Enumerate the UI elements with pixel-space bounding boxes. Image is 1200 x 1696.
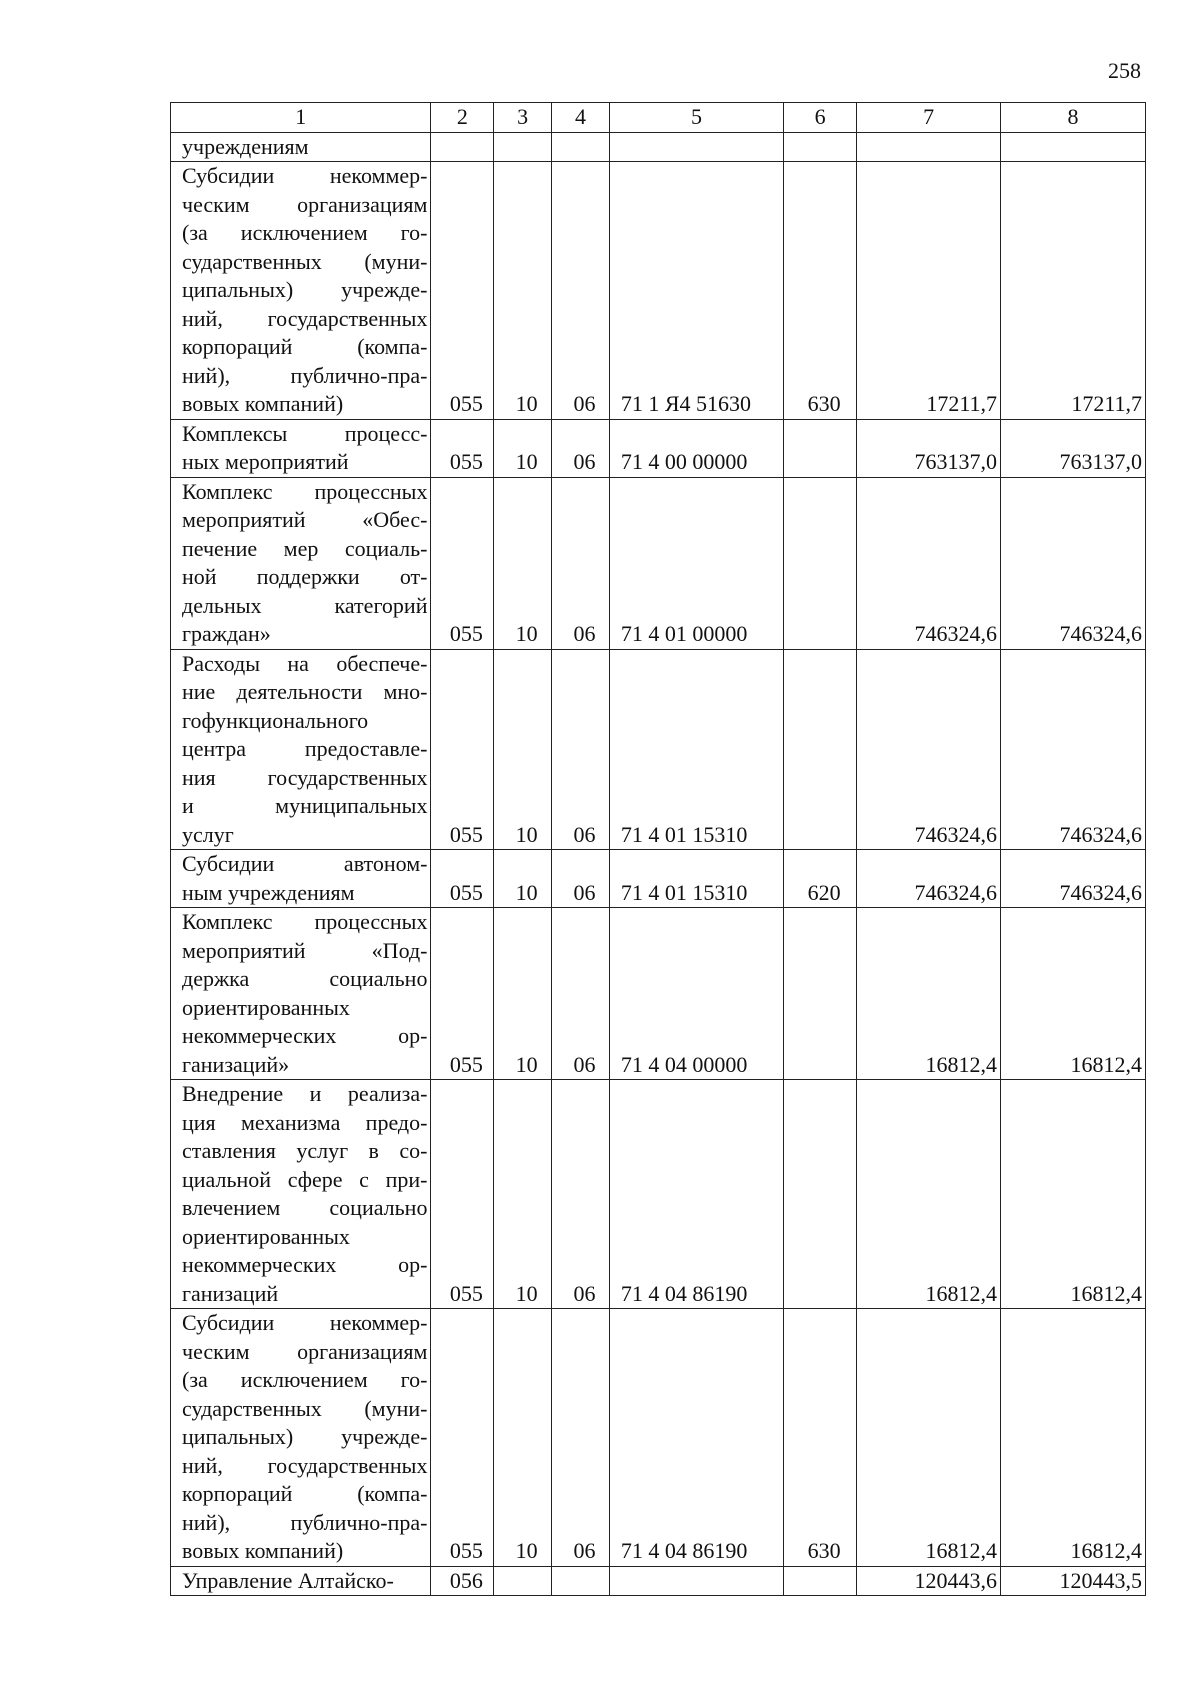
item-name-line: корпораций (компа- bbox=[182, 1481, 428, 1506]
item-name-line: корпораций (компа- bbox=[182, 334, 428, 359]
amount-cell-7: 746324,6 bbox=[857, 477, 1001, 649]
item-name-cell bbox=[171, 162, 431, 420]
header-cell-2: 2 bbox=[431, 103, 494, 133]
header-cell-6: 6 bbox=[784, 103, 857, 133]
section-cell: 10 bbox=[494, 477, 552, 649]
amount-cell-7: 16812,4 bbox=[857, 1080, 1001, 1309]
item-name-line: Комплексы процесс- bbox=[182, 420, 428, 446]
amount-cell-8: 120443,5 bbox=[1001, 1566, 1146, 1596]
item-name-line: ганизаций» bbox=[182, 1051, 290, 1077]
amount-cell-8 bbox=[1001, 132, 1146, 162]
item-name-line: ческим организациям bbox=[182, 1338, 428, 1364]
expense-type-cell bbox=[784, 419, 857, 477]
item-name-line: Субсидии некоммер- bbox=[182, 1310, 428, 1335]
table-row bbox=[171, 908, 1146, 1080]
item-name-line: ганизаций bbox=[182, 1280, 279, 1306]
item-name-line: гофункционального bbox=[182, 707, 369, 733]
target-article-cell: 71 4 01 00000 bbox=[609, 477, 783, 649]
item-name-line: держка социально bbox=[182, 966, 428, 991]
amount-cell-7: 16812,4 bbox=[857, 1309, 1001, 1567]
expense-type-cell bbox=[784, 1080, 857, 1309]
grbs-cell: 055 bbox=[431, 908, 494, 1080]
grbs-cell: 056 bbox=[431, 1566, 494, 1596]
subsection-cell: 06 bbox=[552, 908, 610, 1080]
item-name-line: сударственных (муни- bbox=[182, 248, 428, 274]
item-name-cell bbox=[171, 649, 431, 850]
item-name-line: (за исключением го- bbox=[182, 1367, 428, 1392]
expense-type-cell bbox=[784, 649, 857, 850]
item-name-line: Комплекс процессных bbox=[182, 909, 428, 934]
table-row bbox=[171, 477, 1146, 649]
section-cell: 10 bbox=[494, 162, 552, 420]
item-name-cell bbox=[171, 908, 431, 1080]
header-cell-7: 7 bbox=[857, 103, 1001, 133]
expense-type-cell: 620 bbox=[784, 850, 857, 908]
table-row bbox=[171, 649, 1146, 850]
subsection-cell: 06 bbox=[552, 1080, 610, 1309]
item-name-line: ние деятельности мно- bbox=[182, 679, 428, 704]
amount-cell-7: 746324,6 bbox=[857, 850, 1001, 908]
amount-cell-7: 120443,6 bbox=[857, 1566, 1001, 1596]
expense-type-cell bbox=[784, 477, 857, 649]
amount-cell-7 bbox=[857, 132, 1001, 162]
subsection-cell: 06 bbox=[552, 419, 610, 477]
amount-cell-8: 16812,4 bbox=[1001, 908, 1146, 1080]
table-row bbox=[171, 1080, 1146, 1309]
table-body bbox=[171, 132, 1146, 1596]
budget-table bbox=[170, 102, 1146, 1596]
item-name-line: ной поддержки от- bbox=[182, 564, 428, 589]
item-name-line: Расходы на обеспече- bbox=[182, 650, 428, 676]
subsection-cell: 06 bbox=[552, 649, 610, 850]
table-row bbox=[171, 850, 1146, 908]
item-name-line: вовых компаний) bbox=[182, 1538, 344, 1563]
target-article-cell: 71 4 04 86190 bbox=[609, 1080, 783, 1309]
amount-cell-8: 16812,4 bbox=[1001, 1309, 1146, 1567]
item-name-line: влечением социально bbox=[182, 1195, 428, 1220]
amount-cell-7: 763137,0 bbox=[857, 419, 1001, 477]
item-name-line: печение мер социаль- bbox=[182, 535, 428, 561]
item-name-line: ний), публично-пра- bbox=[182, 362, 428, 388]
item-name-cell bbox=[171, 132, 431, 162]
header-cell-5: 5 bbox=[609, 103, 783, 133]
amount-cell-7: 746324,6 bbox=[857, 649, 1001, 850]
item-name-line: дельных категорий bbox=[182, 592, 428, 618]
grbs-cell: 055 bbox=[431, 1080, 494, 1309]
item-name-line: Комплекс процессных bbox=[182, 478, 428, 504]
item-name-line: ципальных) учрежде- bbox=[182, 1424, 428, 1449]
target-article-cell: 71 4 04 86190 bbox=[609, 1309, 783, 1567]
table-row bbox=[171, 1309, 1146, 1567]
section-cell bbox=[494, 1566, 552, 1596]
grbs-cell: 055 bbox=[431, 419, 494, 477]
item-name-cell bbox=[171, 419, 431, 477]
item-name-line: ципальных) учрежде- bbox=[182, 277, 428, 302]
subsection-cell bbox=[552, 132, 610, 162]
header-row bbox=[171, 103, 1146, 133]
item-name-line: Субсидии автоном- bbox=[182, 851, 428, 876]
section-cell: 10 bbox=[494, 850, 552, 908]
target-article-cell: 71 4 01 15310 bbox=[609, 850, 783, 908]
grbs-cell: 055 bbox=[431, 1309, 494, 1567]
table-row bbox=[171, 162, 1146, 420]
header-cell-8: 8 bbox=[1001, 103, 1146, 133]
expense-type-cell: 630 bbox=[784, 162, 857, 420]
expense-type-cell bbox=[784, 908, 857, 1080]
header-cell-1: 1 bbox=[171, 103, 431, 133]
item-name-line: ставления услуг в со- bbox=[182, 1138, 428, 1163]
amount-cell-8: 17211,7 bbox=[1001, 162, 1146, 420]
amount-cell-8: 763137,0 bbox=[1001, 419, 1146, 477]
amount-cell-7: 16812,4 bbox=[857, 908, 1001, 1080]
grbs-cell bbox=[431, 132, 494, 162]
item-name-cell bbox=[171, 1566, 431, 1596]
grbs-cell: 055 bbox=[431, 477, 494, 649]
item-name-line: Управление Алтайско- bbox=[182, 1567, 394, 1593]
target-article-cell: 71 4 01 15310 bbox=[609, 649, 783, 850]
item-name-line: ция механизма предо- bbox=[182, 1109, 428, 1135]
item-name-line: учреждениям bbox=[182, 133, 309, 159]
target-article-cell: 71 1 Я4 51630 bbox=[609, 162, 783, 420]
table-row bbox=[171, 1566, 1146, 1596]
item-name-line: (за исключением го- bbox=[182, 220, 428, 245]
item-name-cell bbox=[171, 477, 431, 649]
target-article-cell: 71 4 04 00000 bbox=[609, 908, 783, 1080]
amount-cell-8: 746324,6 bbox=[1001, 850, 1146, 908]
item-name-line: ориентированных bbox=[182, 1223, 350, 1249]
section-cell: 10 bbox=[494, 419, 552, 477]
section-cell: 10 bbox=[494, 1309, 552, 1567]
amount-cell-8: 746324,6 bbox=[1001, 477, 1146, 649]
item-name-cell bbox=[171, 1309, 431, 1567]
section-cell: 10 bbox=[494, 649, 552, 850]
table-row bbox=[171, 132, 1146, 162]
grbs-cell: 055 bbox=[431, 850, 494, 908]
item-name-line: граждан» bbox=[182, 621, 271, 646]
section-cell bbox=[494, 132, 552, 162]
amount-cell-8: 16812,4 bbox=[1001, 1080, 1146, 1309]
item-name-line: Субсидии некоммер- bbox=[182, 163, 428, 188]
expense-type-cell: 630 bbox=[784, 1309, 857, 1567]
expense-type-cell bbox=[784, 132, 857, 162]
section-cell: 10 bbox=[494, 908, 552, 1080]
item-name-line: циальной сфере с при- bbox=[182, 1166, 428, 1192]
item-name-line: мероприятий «Под- bbox=[182, 937, 428, 963]
section-cell: 10 bbox=[494, 1080, 552, 1309]
target-article-cell bbox=[609, 1566, 783, 1596]
subsection-cell bbox=[552, 1566, 610, 1596]
item-name-line: ных мероприятий bbox=[182, 449, 349, 474]
item-name-line: ний, государственных bbox=[182, 1452, 428, 1478]
grbs-cell: 055 bbox=[431, 649, 494, 850]
page-number: 258 bbox=[1108, 58, 1141, 83]
item-name-line: и муниципальных bbox=[182, 793, 428, 818]
item-name-line: услуг bbox=[182, 821, 234, 847]
item-name-line: вовых компаний) bbox=[182, 391, 344, 416]
item-name-line: ориентированных bbox=[182, 994, 350, 1020]
item-name-line: мероприятий «Обес- bbox=[182, 507, 428, 532]
item-name-line: Внедрение и реализа- bbox=[182, 1081, 428, 1106]
table-row bbox=[171, 419, 1146, 477]
amount-cell-7: 17211,7 bbox=[857, 162, 1001, 420]
subsection-cell: 06 bbox=[552, 1309, 610, 1567]
target-article-cell bbox=[609, 132, 783, 162]
item-name-line: некоммерческих ор- bbox=[182, 1252, 428, 1277]
item-name-line: некоммерческих ор- bbox=[182, 1023, 428, 1048]
subsection-cell: 06 bbox=[552, 477, 610, 649]
header-cell-4: 4 bbox=[552, 103, 610, 133]
item-name-line: ческим организациям bbox=[182, 191, 428, 217]
item-name-line: ным учреждениям bbox=[182, 879, 355, 905]
item-name-line: сударственных (муни- bbox=[182, 1395, 428, 1421]
expense-type-cell bbox=[784, 1566, 857, 1596]
item-name-line: ний), публично-пра- bbox=[182, 1509, 428, 1535]
header-cell-3: 3 bbox=[494, 103, 552, 133]
subsection-cell: 06 bbox=[552, 850, 610, 908]
item-name-cell bbox=[171, 1080, 431, 1309]
item-name-line: центра предоставле- bbox=[182, 736, 428, 761]
grbs-cell: 055 bbox=[431, 162, 494, 420]
subsection-cell: 06 bbox=[552, 162, 610, 420]
target-article-cell: 71 4 00 00000 bbox=[609, 419, 783, 477]
item-name-cell bbox=[171, 850, 431, 908]
item-name-line: ний, государственных bbox=[182, 305, 428, 331]
amount-cell-8: 746324,6 bbox=[1001, 649, 1146, 850]
item-name-line: ния государственных bbox=[182, 764, 428, 790]
